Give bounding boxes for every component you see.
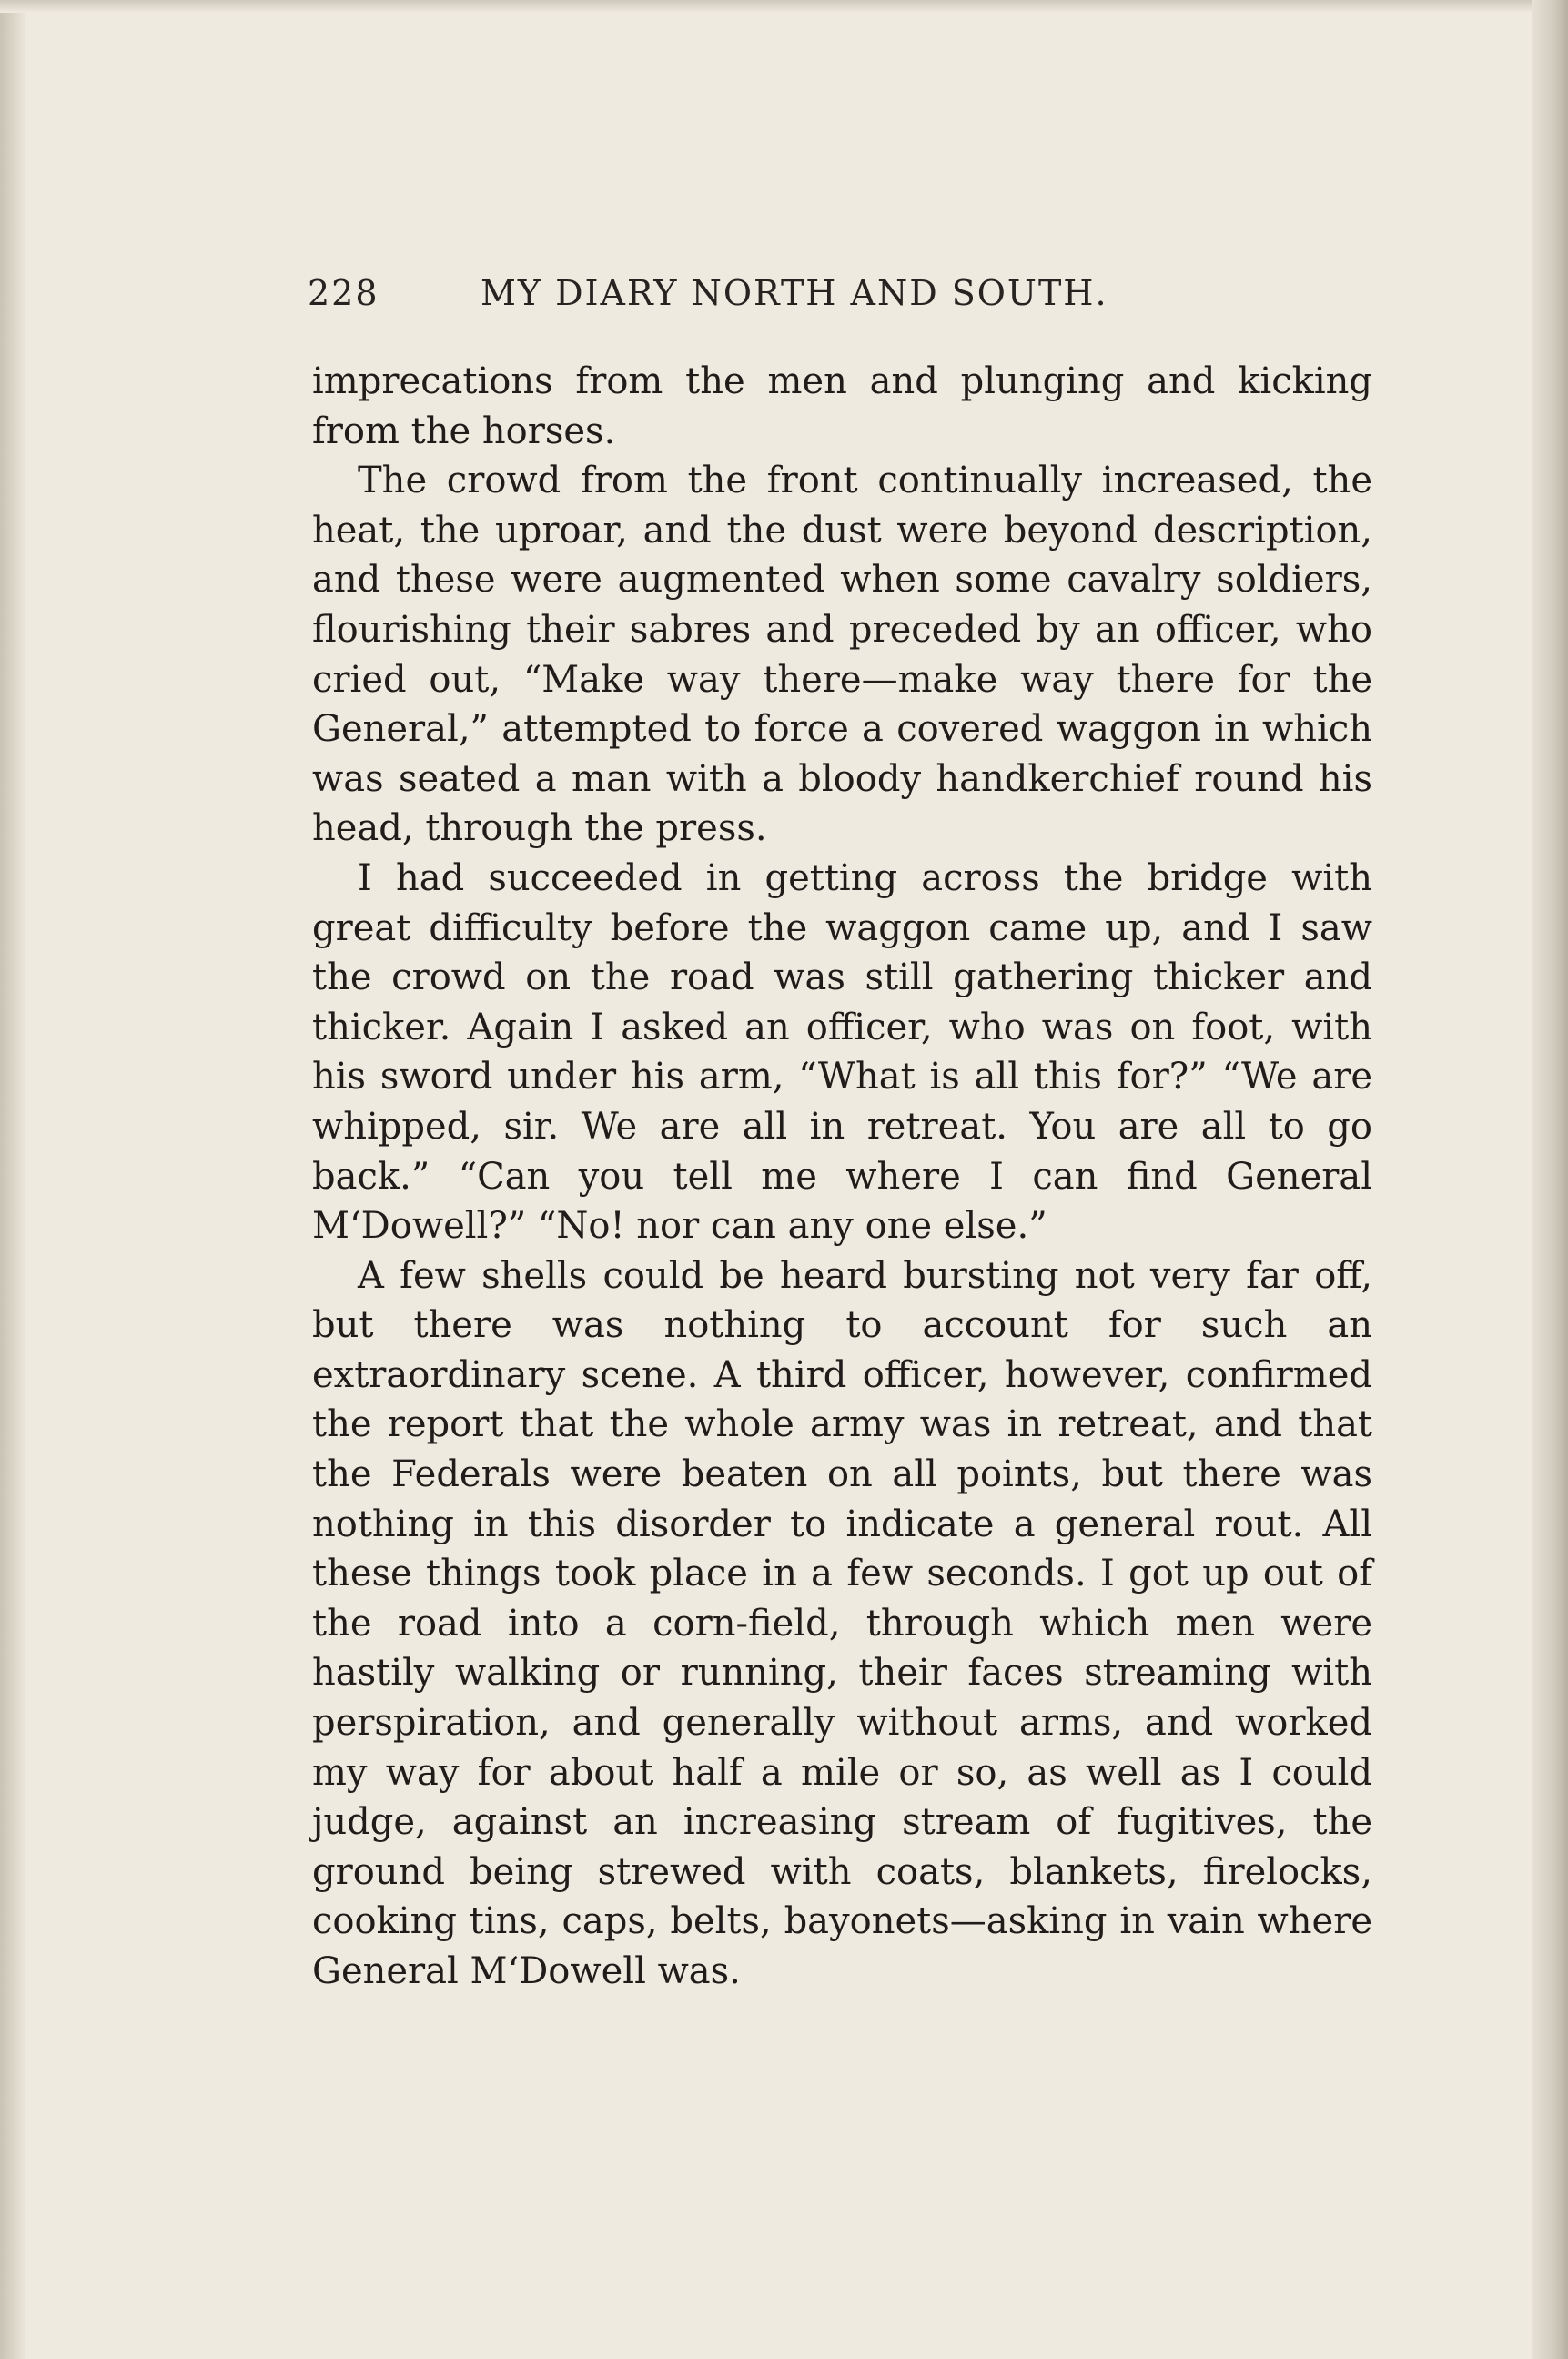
running-title: MY DIARY NORTH AND SOUTH. [481,273,1108,313]
running-head [308,273,1145,313]
paragraph: The crowd from the front continually increased, the heat, the uproar, and the dust were beyond description, and these were augmented when some cavalry soldiers, flourishing their sabres and preceded by an officer, who cried out, “Make way there—make way there for the General,” attempted to force a covered waggon in which was seated a man with a bloody handkerchief round his head, through the press. [312,460,1372,850]
paragraph-continued: imprecations from the men and plunging and kicking from the horses. [312,360,1372,452]
page-number: 228 [308,273,379,313]
page-right-edge [1532,0,1568,2359]
page-top-edge [0,0,1568,13]
body-text [312,357,1372,1997]
paragraph: I had succeeded in getting across the bridge with great difficulty before the waggon came up, and I saw the crowd on the road was still gathering thicker and thicker. Again I asked an officer, who was on foot, with his sword under his arm, “What is all this for?” “We are whipped, sir. We are all in retreat. You are all to go back.” “Can you tell me where I can find General M‘Dowell?” “No! nor can any one else.” [312,856,1372,1248]
paragraph: A few shells could be heard bursting not very far off, but there was nothing to account for such an extraordinary scene. A third officer, however, confirmed the report that the whole army was in retreat, and that the Federals were beaten on all points, but there was nothing in this disorder to indicate a general rout. All these things took place in a few seconds. I got up out of the road into a corn-field, through which men were hastily walking or running, their faces streaming with perspiration, and generally without arms, and worked my way for about half a mile or so, as well as I could judge, against an increasing stream of fugitives, the ground being strewed with coats, blankets, firelocks, cooking tins, caps, belts, bayonets—asking in vain where General M‘Dowell was. [312,1254,1372,1992]
page-left-edge [0,0,25,2359]
